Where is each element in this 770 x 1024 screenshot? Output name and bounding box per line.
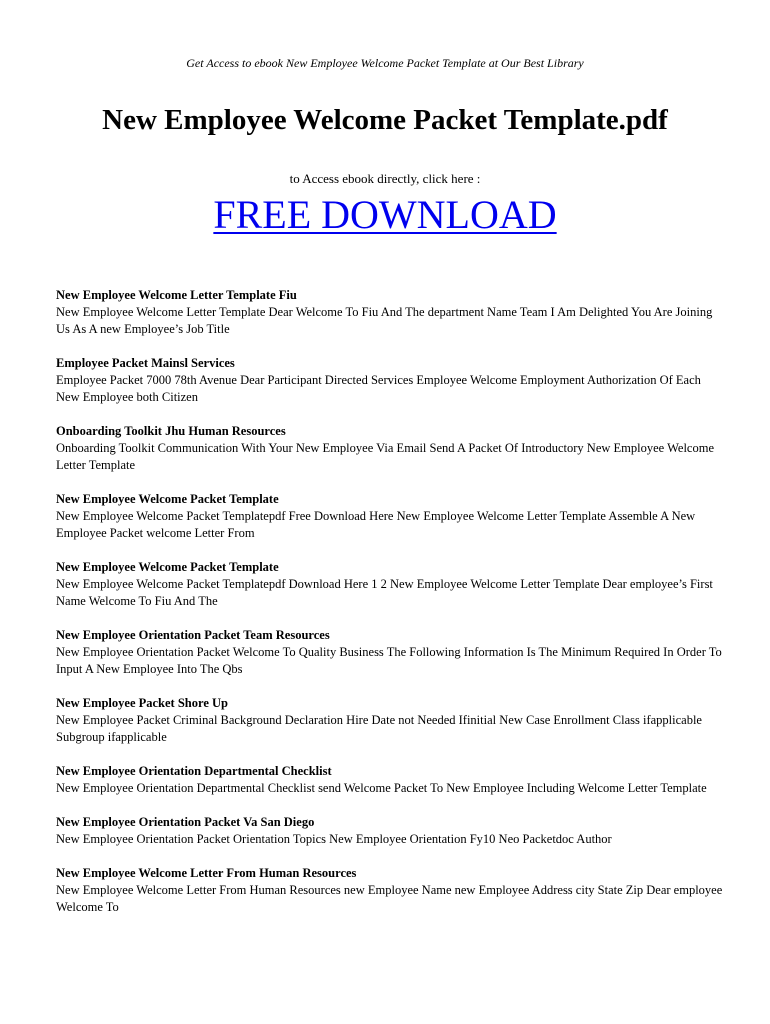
list-item xyxy=(56,355,726,406)
entry-title: New Employee Orientation Packet Team Resources xyxy=(56,628,330,642)
entry-description: New Employee Welcome Packet Templatepdf Download Here 1 2 New Employee Welcome Letter Template Dear employee’s First Name Welcome To Fiu And The xyxy=(56,577,713,608)
list-item xyxy=(56,695,726,746)
entry-title: New Employee Orientation Departmental Checklist xyxy=(56,764,332,778)
entry-description: New Employee Orientation Packet Welcome To Quality Business The Following Information Is The Minimum Required In Order To Input A New Employee Into The Qbs xyxy=(56,645,722,676)
list-item xyxy=(56,763,726,797)
entry-description: New Employee Orientation Departmental Checklist send Welcome Packet To New Employee Including Welcome Letter Template xyxy=(56,781,707,795)
entry-description: Onboarding Toolkit Communication With Your New Employee Via Email Send A Packet Of Introductory New Employee Welcome Letter Template xyxy=(56,441,714,472)
document-title: New Employee Welcome Packet Template.pdf xyxy=(102,104,668,136)
entry-description: New Employee Welcome Letter From Human Resources new Employee Name new Employee Address city State Zip Dear employee Welcome To xyxy=(56,883,723,914)
library-tagline: Get Access to ebook New Employee Welcome Packet Template at Our Best Library xyxy=(186,56,584,70)
entry-title: New Employee Welcome Letter Template Fiu xyxy=(56,288,297,302)
entry-title: New Employee Welcome Letter From Human Resources xyxy=(56,866,357,880)
free-download-link[interactable]: FREE DOWNLOAD xyxy=(213,192,557,237)
entry-description: New Employee Packet Criminal Background Declaration Hire Date not Needed Ifinitial New Case Enrollment Class ifapplicable Subgroup ifapplicable xyxy=(56,713,702,744)
entry-title: New Employee Welcome Packet Template xyxy=(56,560,279,574)
entry-list xyxy=(56,287,726,933)
list-item xyxy=(56,423,726,474)
entry-description: Employee Packet 7000 78th Avenue Dear Participant Directed Services Employee Welcome Employment Authorization Of Each New Employee both Citizen xyxy=(56,373,701,404)
entry-title: Onboarding Toolkit Jhu Human Resources xyxy=(56,424,286,438)
list-item xyxy=(56,491,726,542)
entry-title: Employee Packet Mainsl Services xyxy=(56,356,235,370)
entry-description: New Employee Orientation Packet Orientation Topics New Employee Orientation Fy10 Neo Packetdoc Author xyxy=(56,832,612,846)
list-item xyxy=(56,627,726,678)
entry-description: New Employee Welcome Packet Templatepdf Free Download Here New Employee Welcome Letter Template Assemble A New Employee Packet welcome Letter From xyxy=(56,509,696,540)
list-item xyxy=(56,559,726,610)
access-instruction: to Access ebook directly, click here : xyxy=(289,171,481,186)
entry-title: New Employee Packet Shore Up xyxy=(56,696,228,710)
entry-title: New Employee Orientation Packet Va San Diego xyxy=(56,815,315,829)
entry-description: New Employee Welcome Letter Template Dear Welcome To Fiu And The department Name Team I Am Delighted You Are Joining Us As A new Employee’s Job Title xyxy=(56,305,713,336)
list-item xyxy=(56,814,726,848)
list-item xyxy=(56,287,726,338)
list-item xyxy=(56,865,726,916)
entry-title: New Employee Welcome Packet Template xyxy=(56,492,279,506)
